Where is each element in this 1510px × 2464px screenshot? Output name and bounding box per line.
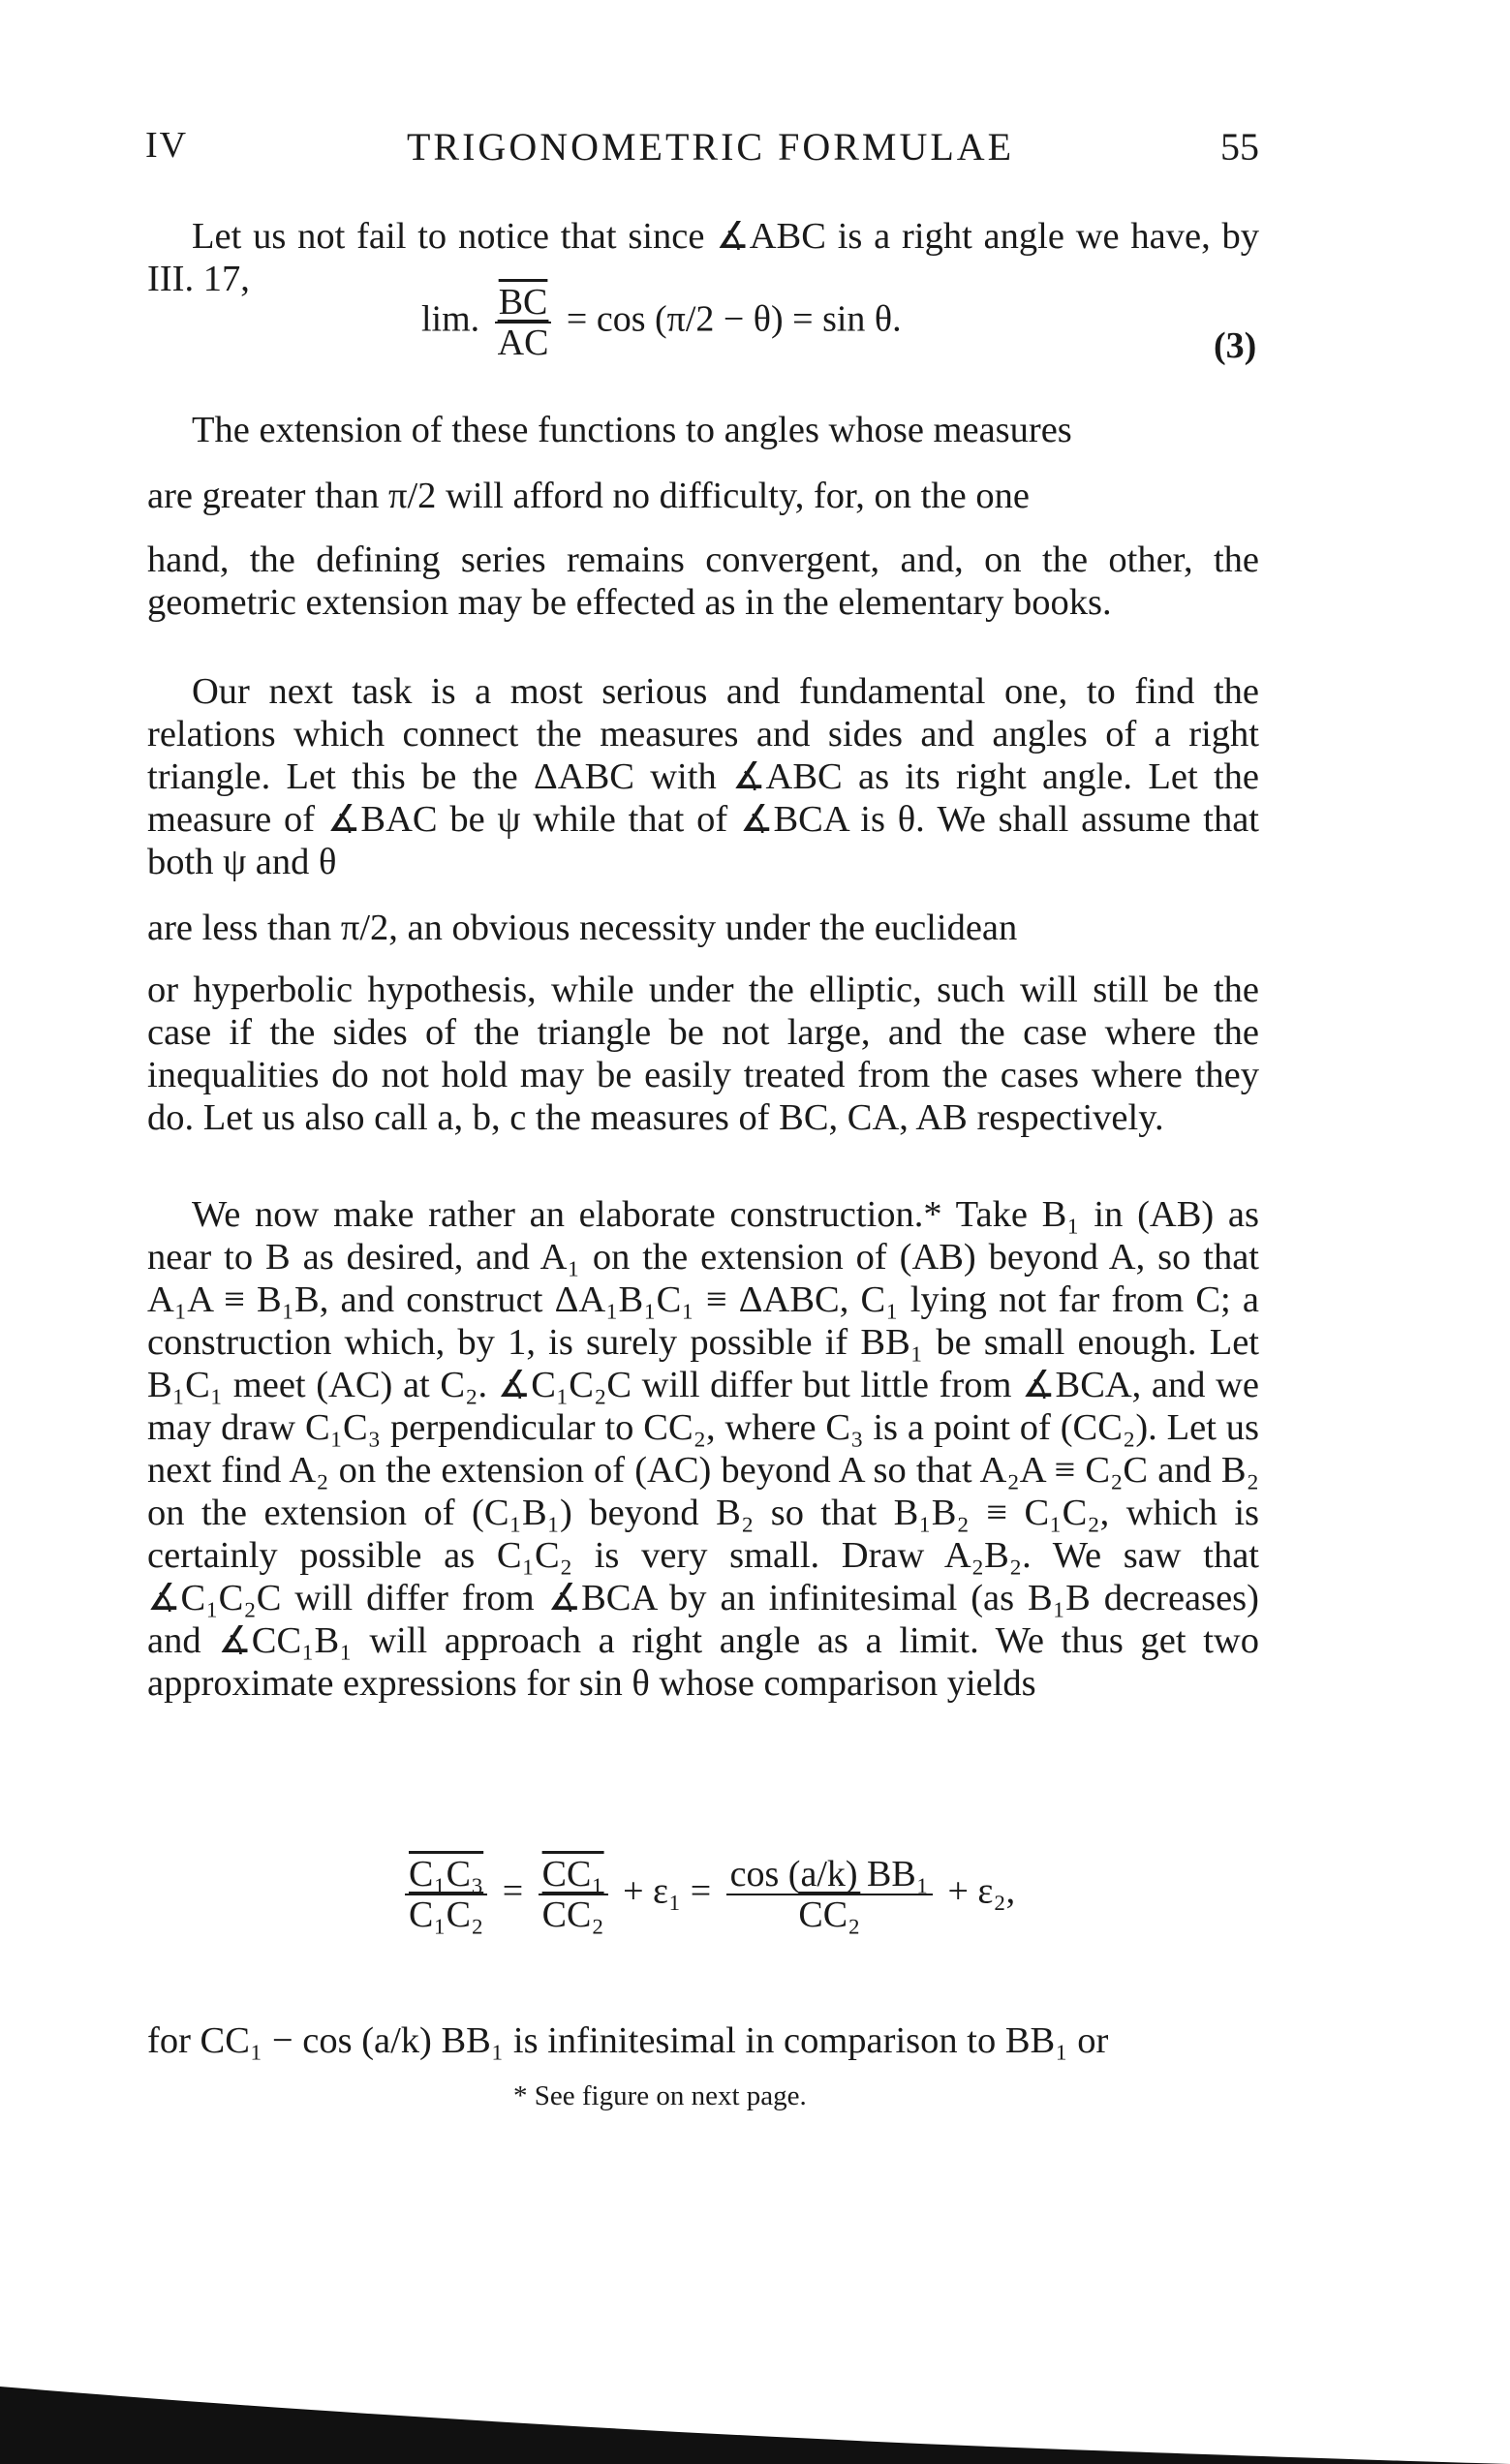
eqf-f1-numerator: C₁C₃ — [405, 1855, 487, 1895]
equation-3 — [421, 283, 902, 362]
eqf-f3-denominator: CC₂ — [798, 1894, 861, 1935]
page-shadow-edge — [0, 2319, 1510, 2464]
eqf-plus-epsilon-1: + ε₁ = — [623, 1870, 712, 1912]
eqf-f3-numerator: cos (a/k) BB₁ — [726, 1855, 933, 1895]
paragraph-1-text: Let us not fail to notice that since ∡ABC is a right angle we have, by III. 17, — [147, 216, 1259, 299]
paragraph-2-line-2: are greater than π/2 will afford no difficulty, for, on the one — [147, 476, 1030, 516]
paragraph-2-rest: hand, the defining series remains convergent, and, on the other, the geometric extension may be effected as in the elementary books. — [147, 539, 1259, 623]
eqf-f2-denominator: CC₂ — [541, 1894, 604, 1935]
final-line-text: for CC₁ − cos (a/k) BB₁ is infinitesimal in comparison to BB₁ or — [147, 2020, 1109, 2061]
running-title: TRIGONOMETRIC FORMULAE — [407, 125, 1015, 169]
paragraph-2 — [147, 409, 1259, 624]
eq3-denominator: AC — [497, 323, 549, 363]
equation-3-number: (3) — [1214, 325, 1257, 366]
paragraph-3-part-a: Our next task is a most serious and fundamental one, to find the relations which connect the measures and sides and angles of a right triangle. Let this be the ΔABC with ∡ABC as its right angle. Let the measure of ∡BAC be ψ while that of ∡BCA is θ. We shall assume that both ψ and θ — [147, 671, 1259, 882]
paragraph-3 — [147, 670, 1259, 1139]
paragraph-3-part-c: or hyperbolic hypothesis, while under the elliptic, such will still be the case if the sides of the triangle be not large, and the case where the inequalities do not hold may be easily treated from the cases where they do. Let us also call a, b, c the measures of BC, CA, AB respectively. — [147, 970, 1259, 1138]
eqf-fraction-2 — [539, 1855, 608, 1934]
eq3-fraction — [495, 283, 552, 362]
eqf-plus-epsilon-2: + ε₂, — [947, 1870, 1016, 1912]
eqf-fraction-1 — [405, 1855, 487, 1934]
paragraph-2-line-1: The extension of these functions to angles whose measures — [192, 410, 1072, 450]
equation-final: $\frac{\text{C₁C₃}}{\text{C₁C₂}}$ = $\frac{\text{CC₁}}{\text{CC₂}}$ + ε₁ = $\frac{\text{cos (a/k) BB₁}}{\text{CC₂}}$ + ε₂, — [399, 1855, 1015, 1934]
paragraph-3-part-b: are less than π/2, an obvious necessity under the euclidean — [147, 908, 1018, 948]
paragraph-4 — [147, 1193, 1259, 1705]
running-header — [145, 124, 1259, 172]
chapter-number: IV — [145, 125, 189, 166]
paragraph-4-text: We now make rather an elaborate construction.* Take B₁ in (AB) as near to B as desired, and A₁ on the extension of (AB) beyond A, so that A₁A ≡ B₁B, and construct ΔA₁B₁C₁ ≡ ΔABC, C₁ lying not far from C; a construction which, by 1, is surely possible if BB₁ be small enough. Let B₁C₁ meet (AC) at C₂. ∡C₁C₂C will differ but little from ∡BCA, and we may draw C₁C₃ perpendicular to CC₂, where C₃ is a point of (CC₂). Let us next find A₂ on the extension of (AC) beyond A so that A₂A ≡ C₂C and B₂ on the extension of (C₁B₁) beyond B₂ so that B₁B₂ ≡ C₁C₂, which is certainly possible as C₁C₂ is very small. Draw A₂B₂. We saw that ∡C₁C₂C will differ from ∡BCA by an infinitesimal (as B₁B decreases) and ∡CC₁B₁ will approach a right angle as a limit. We thus get two approximate expressions for sin θ whose comparison yields — [147, 1194, 1259, 1704]
eqf-fraction-3 — [726, 1855, 933, 1934]
eq3-numerator: $\overline{BC}$ — [495, 283, 552, 323]
eq3-rhs: = cos (π/2 − θ) = sin θ. — [566, 298, 902, 340]
page-number: 55 — [1220, 125, 1259, 169]
eq3-lim: lim. — [421, 298, 480, 340]
final-line — [147, 2019, 1259, 2062]
footnote: * See figure on next page. — [513, 2080, 807, 2111]
eqf-f1-denominator: C₁C₂ — [409, 1894, 484, 1935]
eqf-f2-numerator: CC₁ — [539, 1855, 608, 1895]
